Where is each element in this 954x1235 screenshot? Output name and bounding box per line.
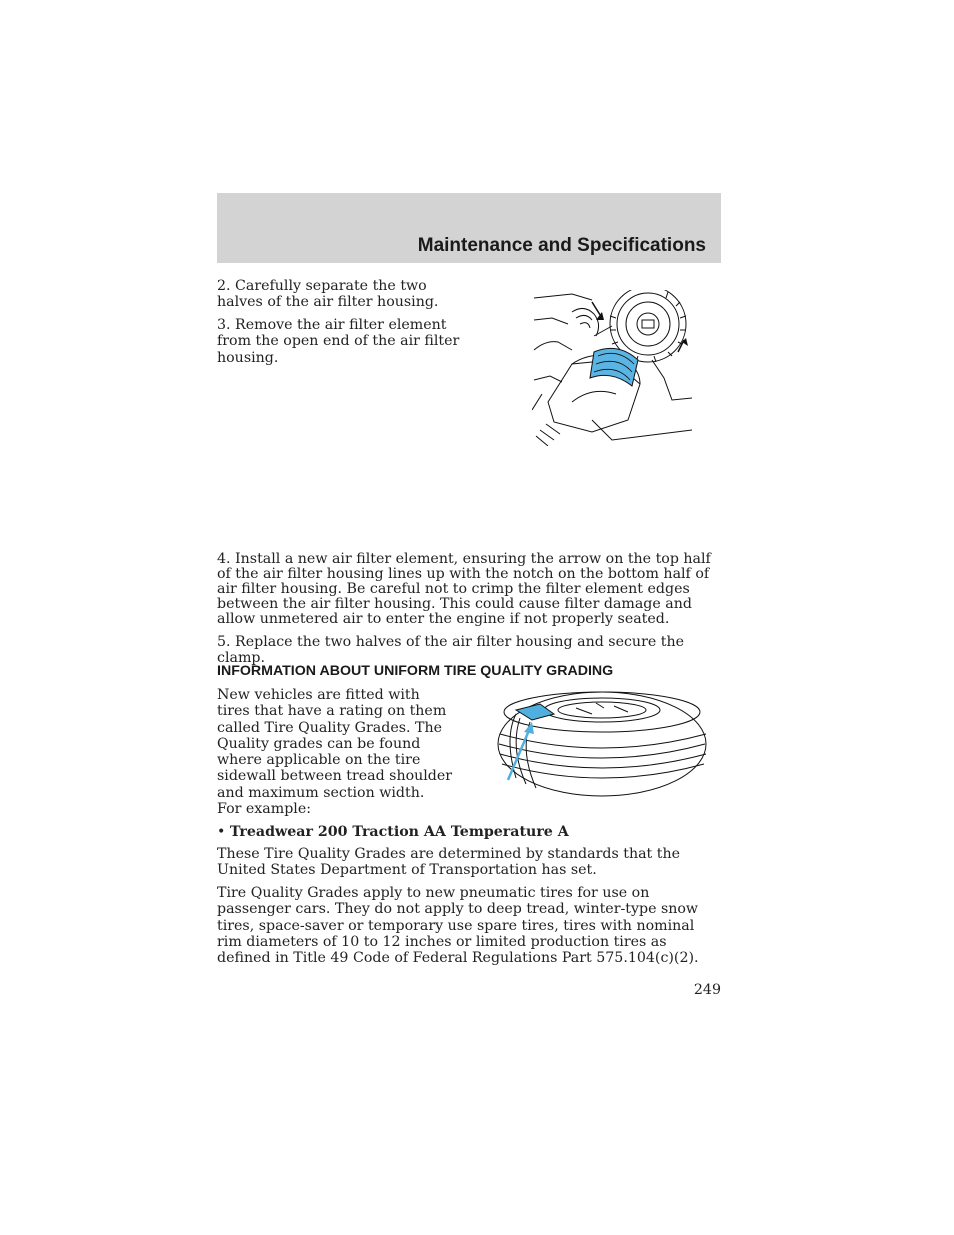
tire-grading-heading: INFORMATION ABOUT UNIFORM TIRE QUALITY GRADING — [217, 663, 614, 679]
tire-illustration — [496, 688, 710, 800]
tire-grade-example-text: Treadwear 200 Traction AA Temperature A — [229, 824, 569, 840]
header-band — [217, 193, 721, 263]
page-number: 249 — [693, 982, 721, 998]
tire-grading-para-2: Tire Quality Grades apply to new pneumatic tires for use on passenger cars. They do not apply to deep tread, winter-type snow tires, space-saver or temporary use spare tires, tires with nominal rim diameters of 10 to 12 inches or limited production tires as defined in Title 49 Code of Federal Regulations Part 575.104(c)(2). — [217, 885, 699, 967]
tire-grade-example — [217, 824, 569, 840]
tire-grading-para-1: These Tire Quality Grades are determined by standards that the United States Department of Transportation has set. — [217, 846, 680, 879]
step-3-text: 3. Remove the air filter element from the open end of the air filter housing. — [217, 317, 460, 366]
page-title: Maintenance and Specifications — [417, 235, 706, 256]
bullet-marker: • — [217, 824, 226, 840]
tire-grading-intro: New vehicles are fitted with tires that have a rating on them called Tire Quality Grades. The Quality grades can be found where applicable on the tire sidewall between tread shoulder and maximum section width. For example: — [217, 687, 453, 818]
step-4-text: 4. Install a new air filter element, ensuring the arrow on the top half of the air filter housing lines up with the notch on the bottom half of air filter housing. Be careful not to crimp the filter element edges between the air filter housing. This could cause filter damage and allow unmetered air to enter the engine if not properly seated. — [217, 551, 711, 627]
step-5-text: 5. Replace the two halves of the air filter housing and secure the clamp. — [217, 634, 684, 667]
air-filter-housing-illustration — [532, 290, 692, 446]
step-2-text: 2. Carefully separate the two halves of the air filter housing. — [217, 278, 439, 311]
